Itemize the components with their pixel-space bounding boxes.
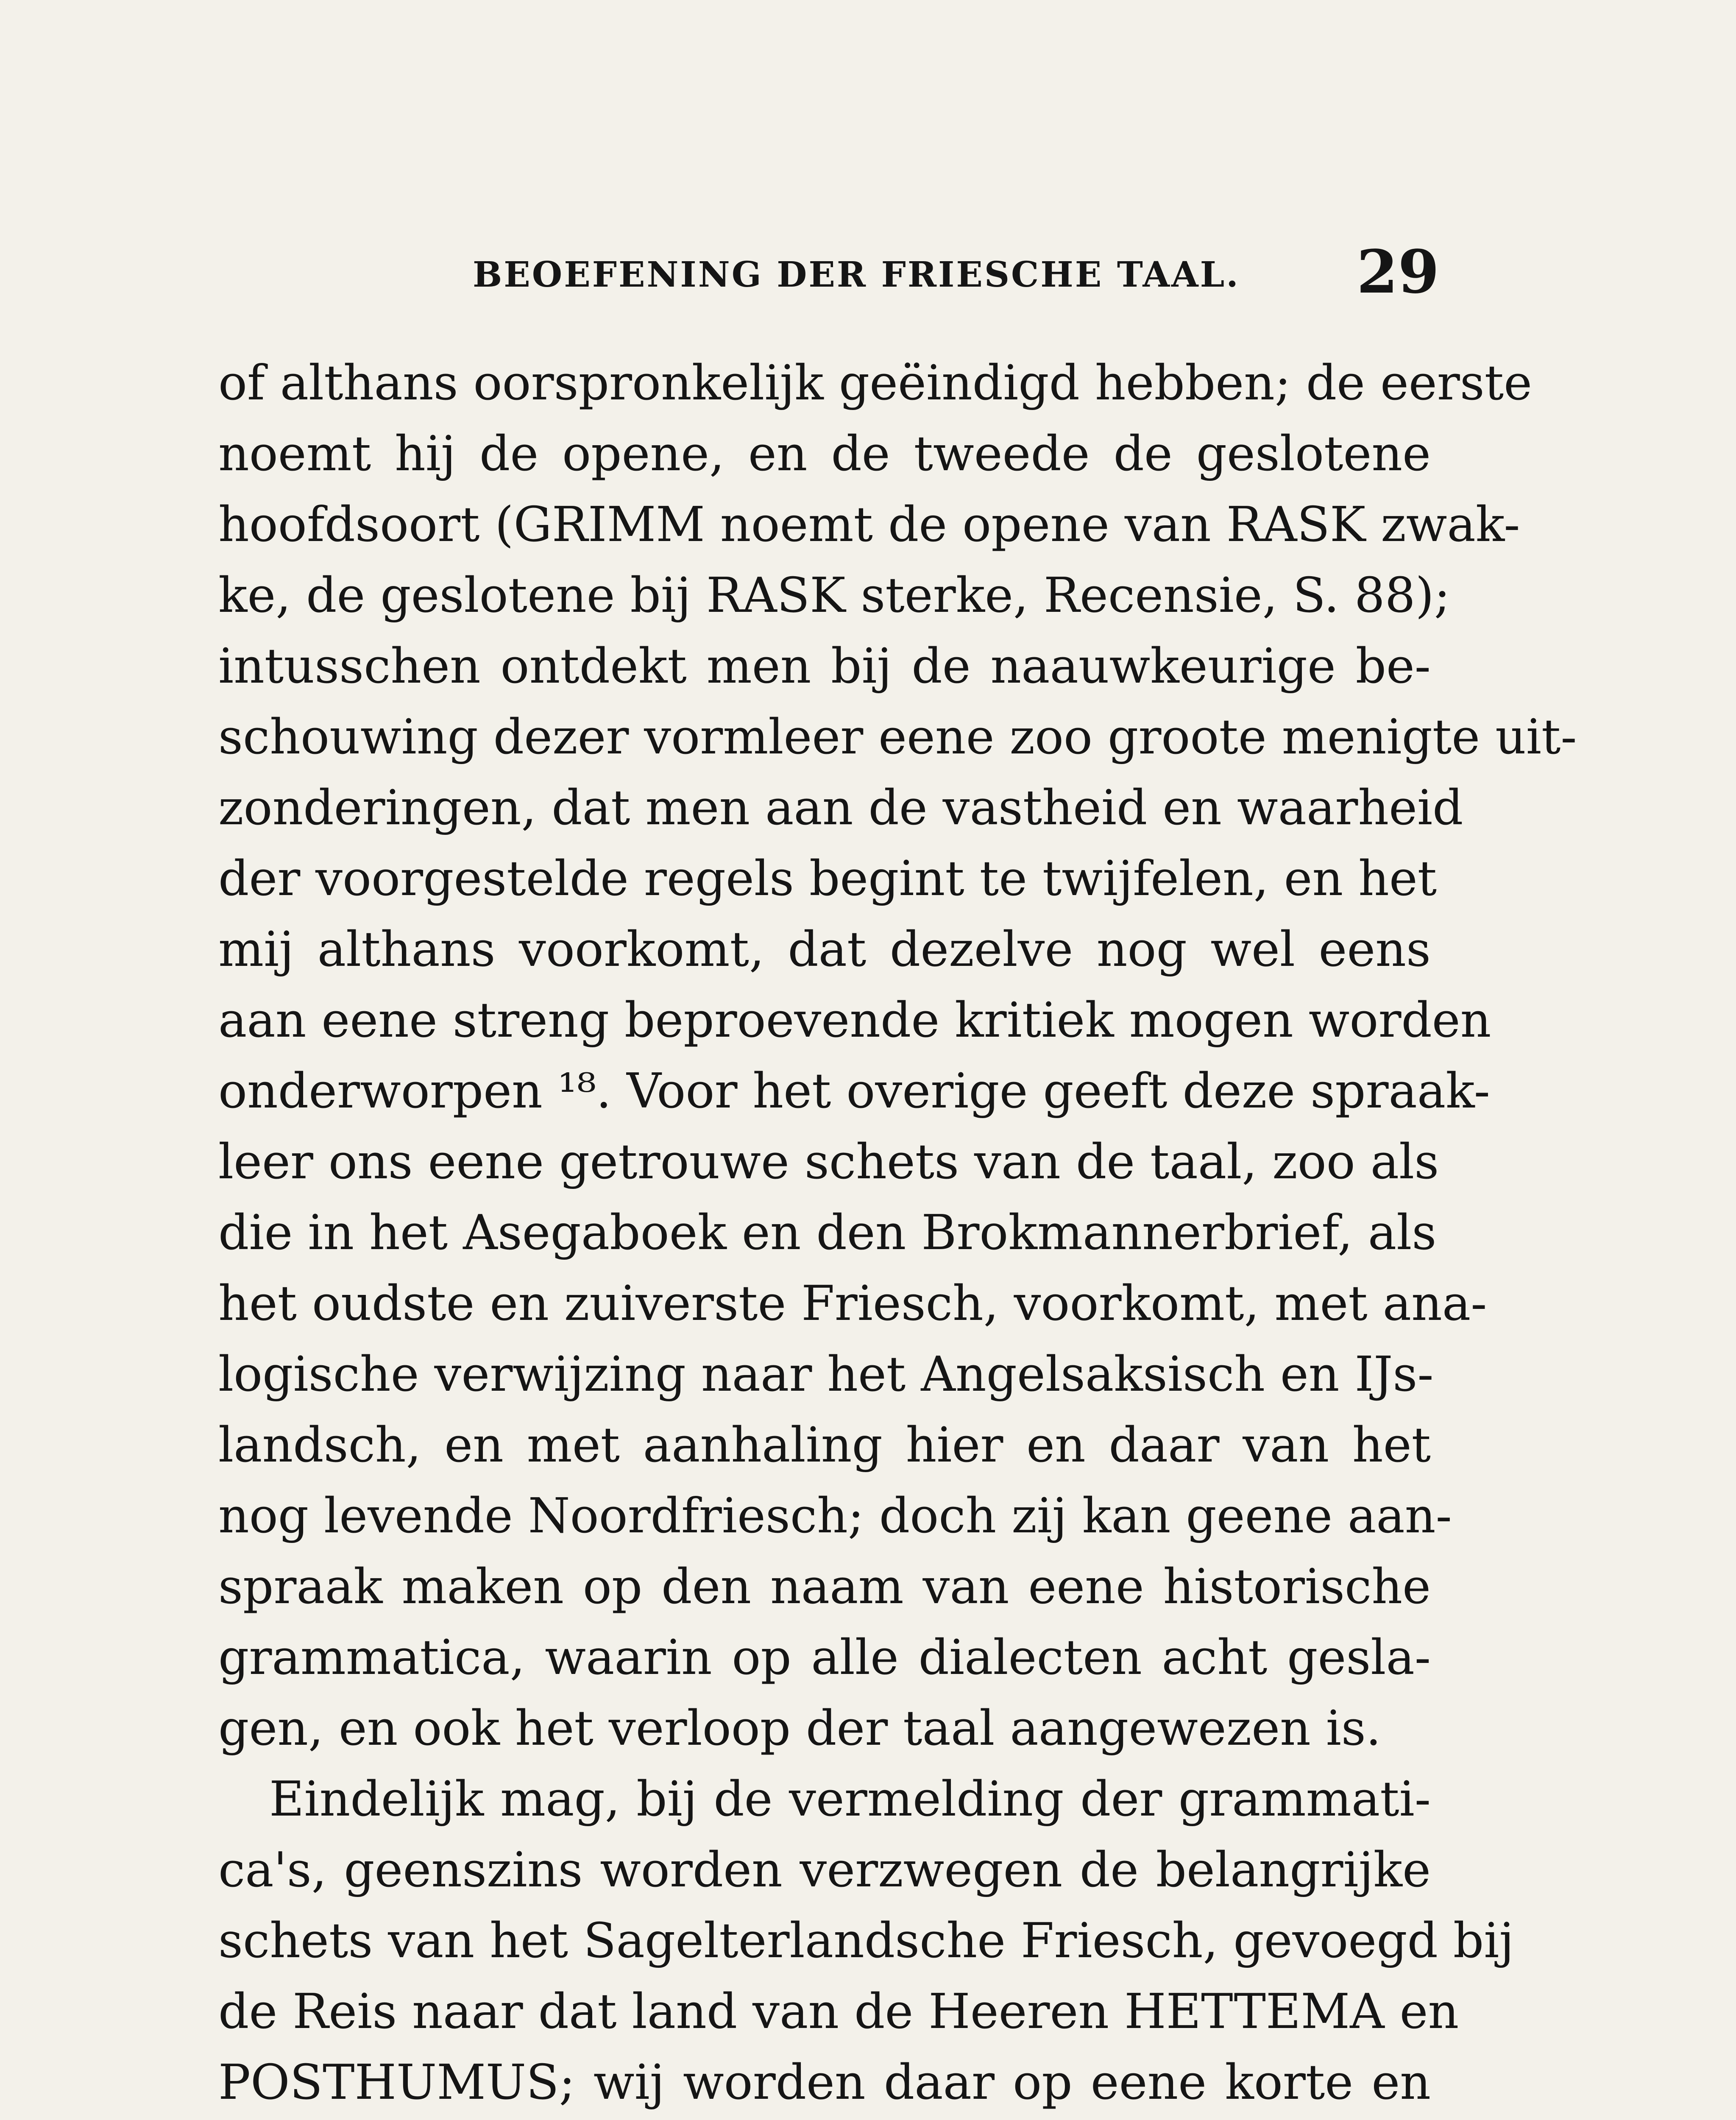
text-line: onderworpen ¹⁸. Voor het overige geeft deze spraak- [218, 1063, 1490, 1119]
text-line: het oudste en zuiverste Friesch, voorkomt, met ana- [218, 1275, 1487, 1331]
text-line: of althans oorspronkelijk geëindigd hebben; de eerste [218, 355, 1533, 411]
text-line: grammatica, waarin op alle dialecten acht gesla- [218, 1629, 1431, 1685]
page-header [218, 237, 1448, 322]
text-line: hoofdsoort (GRIMM noemt de opene van RASK zwak- [218, 497, 1520, 552]
text-line: intusschen ontdekt men bij de naauwkeurige be- [218, 638, 1431, 694]
page-number: 29 [1357, 237, 1439, 307]
text-line: landsch, en met aanhaling hier en daar van het [218, 1417, 1431, 1473]
text-line: ca's, geenszins worden verzwegen de belangrijke [218, 1842, 1431, 1898]
text-line: ke, de geslotene bij RASK sterke, Recensie, S. 88); [218, 567, 1450, 623]
text-line: schets van het Sagelterlandsche Friesch, gevoegd bij [218, 1913, 1514, 1969]
text-line: spraak maken op den naam van eene historische [218, 1559, 1431, 1615]
text-line: der voorgestelde regels begint te twijfelen, en het [218, 851, 1437, 907]
text-line: aan eene streng beproevende kritiek mogen worden [218, 992, 1491, 1048]
text-line: schouwing dezer vormleer eene zoo groote menigte uit- [218, 709, 1577, 765]
text-line: mij althans voorkomt, dat dezelve nog wel eens [218, 921, 1431, 977]
text-line: logische verwijzing naar het Angelsaksisch en IJs- [218, 1346, 1434, 1402]
text-line [218, 2118, 1431, 2120]
text-line: die in het Asegaboek en den Brokmannerbrief, als [218, 1205, 1437, 1261]
text-line: de Reis naar dat land van de Heeren HETTEMA en [218, 1983, 1459, 2039]
text-line: zonderingen, dat men aan de vastheid en waarheid [218, 780, 1463, 836]
text-line: Eindelijk mag, bij de vermelding der grammati- [269, 1771, 1431, 1827]
text-line: noemt hij de opene, en de tweede de geslotene [218, 426, 1431, 482]
text-line: leer ons eene getrouwe schets van de taal, zoo als [218, 1134, 1439, 1190]
running-title: BEOEFENING DER FRIESCHE TAAL. [473, 254, 1240, 295]
text-line: POSTHUMUS; wij worden daar op eene korte en [218, 2054, 1431, 2110]
body-text [218, 348, 1577, 2120]
text-line: gen, en ook het verloop der taal aangewezen is. [218, 1700, 1381, 1756]
text-line: nog levende Noordfriesch; doch zij kan geene aan- [218, 1488, 1452, 1544]
